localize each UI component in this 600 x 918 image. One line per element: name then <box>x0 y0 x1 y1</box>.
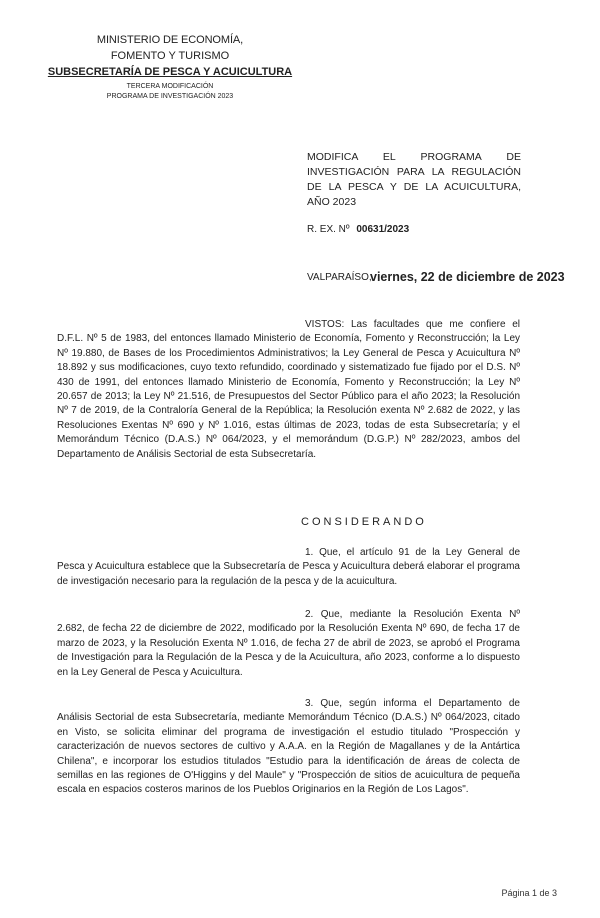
considerando-heading: CONSIDERANDO <box>301 516 427 528</box>
considerando-2 <box>57 608 520 680</box>
resolution-code: 00631/2023 <box>356 224 410 235</box>
vistos-text: VISTOS: Las facultades que me confiere el D.F.L. Nº 5 de 1983, del entonces llamado Ministerio de Economía, Fomento y Reconstrucción; la Ley Nº 19.880, de Bases de los Procedimientos Administrativos; la Ley General de Pesca y Acuicultura Nº 18.892 y sus modificaciones, cuyo texto refundido, coordinado y sistematizado fue fijado por el D.S. Nº 430 de 1991, del entonces llamado Ministerio de Economía, Fomento y Reconstrucción; la Ley Nº 20.657 de 2013; la Ley Nº 21.516, de Presupuestos del Sector Público para el año 2023; la Resolución Nº 7 de 2019, de la Contraloría General de la República; la Resolución exenta Nº 2.682 de 2022, y las Resoluciones Exentas Nº 690 y Nº 1.016, estas últimas de 2023, todas de esta Subsecretaría; y el Memorándum Técnico (D.A.S.) Nº 064/2023, y el memorándum (D.G.P.) Nº 282/2023, ambos del Departamento de Análisis Sectorial de esta Subsecretaría. <box>57 319 520 460</box>
program-label: PROGRAMA DE INVESTIGACIÓN 2023 <box>106 93 234 100</box>
resolution-number <box>307 224 409 235</box>
undersecretariat-line: SUBSECRETARÍA DE PESCA Y ACUICULTURA <box>47 66 293 78</box>
date: viernes, 22 de diciembre de 2023 <box>370 270 565 284</box>
page-number: Página 1 de 3 <box>501 888 557 898</box>
considerando-1 <box>57 546 520 589</box>
modification-label: TERCERA MODIFICACIÓN <box>126 83 214 90</box>
resolution-label: R. EX. Nº <box>307 224 350 235</box>
considerando-3-text: 3. Que, según informa el Departamento de Análisis Sectorial de esta Subsecretaría, mediante Memorándum Técnico (D.A.S.) Nº 064/2023, citado en Visto, se solicita eliminar del programa de investigación el estudio titulado "Prospección y caracterización de nuevos sectores de cultivo y A.A.A. en la Región de Magallanes y de la Antártica Chilena", e incorporar los estudios titulados "Estudio para la identificación de áreas de colecta de semillas en las regiones de O'Higgins y del Maule" y "Prospección de sitios de acuicultura de pequeña escala en espacios costeros marinos de los Pueblos Originarios en la Región de Los Lagos". <box>57 698 520 796</box>
considerando-2-text: 2. Que, mediante la Resolución Exenta Nº 2.682, de fecha 22 de diciembre de 2022, modificado por la Resolución Exenta Nº 690, de fecha 17 de marzo de 2023, y la Resolución Exenta Nº 1.016, de fecha 27 de abril de 2023, se aprobó el Programa de Investigación para la Regulación de la Pesca y de la Acuicultura, año 2023, conforme a lo dispuesto en la Ley General de Pesca y Acuicultura. <box>57 609 520 678</box>
considerando-1-text: 1. Que, el artículo 91 de la Ley General de Pesca y Acuicultura establece que la Subsecretaría de Pesca y Acuicultura deberá elaborar el programa de investigación necesario para la regulación de la pesca y de la acuicultura. <box>57 547 520 587</box>
vistos-paragraph <box>57 318 520 462</box>
ministry-line-1: MINISTERIO DE ECONOMÍA, <box>96 34 244 46</box>
document-title: MODIFICA EL PROGRAMA DE INVESTIGACIÓN PARA LA REGULACIÓN DE LA PESCA Y DE LA ACUICULTURA, AÑO 2023 <box>307 151 521 208</box>
location: VALPARAÍSO, <box>307 272 372 283</box>
considerando-3 <box>57 697 520 798</box>
ministry-line-2: FOMENTO Y TURISMO <box>110 50 230 62</box>
